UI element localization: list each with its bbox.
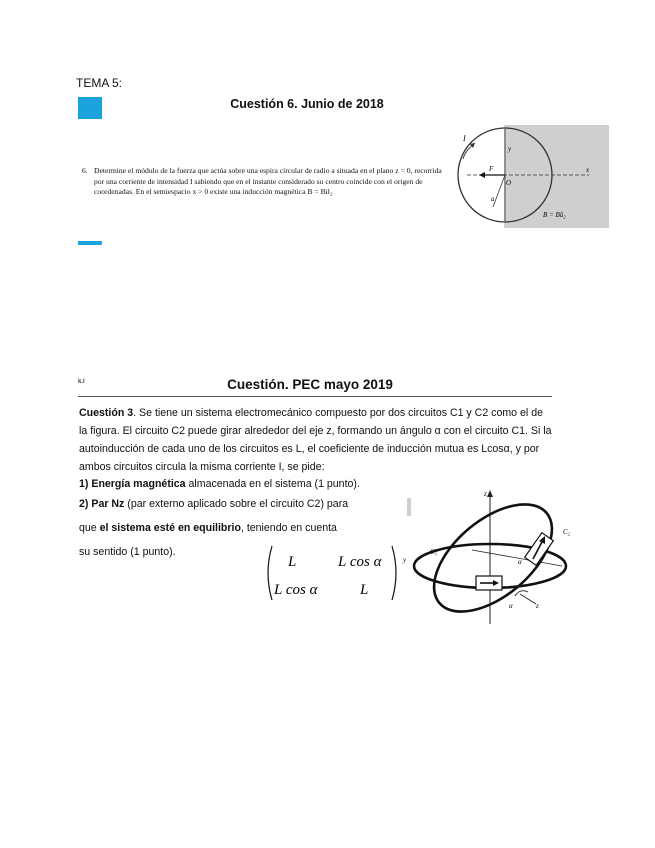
item-1-rest: almacenada en el sistema (1 punto). — [185, 478, 360, 490]
small-mark: k.l — [78, 379, 85, 385]
matrix-a21: L cos α — [274, 582, 318, 598]
svg-text:O: O — [506, 179, 512, 187]
svg-text:α: α — [518, 558, 522, 566]
item-2-line2 — [79, 522, 337, 534]
loop-figure — [449, 125, 609, 228]
section-title: TEMA 5: — [76, 76, 123, 90]
svg-text:C₂: C₂ — [563, 528, 570, 536]
inductance-matrix — [262, 542, 402, 604]
item-2-line3: su sentido (1 punto). — [79, 546, 176, 558]
pec-title: Cuestión. PEC mayo 2019 — [227, 377, 393, 392]
item-2b-bold: el sistema esté en equilibrio — [99, 522, 241, 534]
svg-text:α: α — [509, 602, 513, 610]
matrix-a22: L — [360, 582, 369, 598]
item-2 — [79, 498, 348, 510]
matrix-a11: L — [288, 554, 297, 570]
item-2b-rest: , teniendo en cuenta — [240, 522, 337, 534]
circuits-figure — [400, 484, 570, 634]
question-number: 6. — [82, 166, 88, 175]
blue-divider — [78, 241, 102, 245]
svg-text:a: a — [491, 195, 495, 203]
item-2-rest: (par externo aplicado sobre el circuito C2) para — [124, 498, 349, 510]
svg-text:z: z — [536, 602, 539, 610]
question-3-body: . Se tiene un sistema electromecánico compuesto por dos circuitos C1 y C2 como el de la figura. El circuito C2 puede girar alrededor del eje z, formando un ángulo α con el circuito C1. Si la autoinducción de cada uno de los circuitos es L, el coeficiente de inducción mutua es Lcosα, y por ambos circuitos circula la misma corriente I, se pide: — [79, 407, 552, 473]
svg-text:x: x — [586, 166, 590, 174]
item-1-number: 1) — [79, 478, 89, 490]
matrix-a12: L cos α — [338, 554, 382, 570]
item-2-bold: Par Nz — [91, 498, 125, 510]
item-1 — [79, 478, 360, 490]
svg-text:I: I — [463, 134, 466, 143]
blue-marker — [78, 97, 102, 119]
question-body: Determine el módulo de la fuerza que actúa sobre una espira circular de radio a situada en el plano z = 0, recorrida por una corriente de intensidad I sabiendo que en el instante considerado su centro coincide con el origen de coordenadas. En el semiespacio x > 0 existe una inducción magnética B = Bil₂ — [94, 166, 442, 196]
item-2b-pre: que — [79, 522, 100, 534]
svg-text:F: F — [489, 165, 494, 173]
item-2-number: 2) — [79, 498, 89, 510]
svg-text:y: y — [508, 145, 512, 153]
question-3-label: Cuestión 3 — [79, 407, 134, 419]
question-3-text — [79, 404, 554, 476]
svg-text:B = Bū₂: B = Bū₂ — [543, 211, 566, 219]
title-rule — [78, 396, 552, 397]
question-6-title: Cuestión 6. Junio de 2018 — [230, 97, 384, 111]
item-1-bold: Energía magnética — [91, 478, 186, 490]
svg-text:C₁: C₁ — [430, 548, 438, 556]
svg-text:z: z — [484, 490, 487, 498]
svg-text:y: y — [403, 556, 407, 564]
